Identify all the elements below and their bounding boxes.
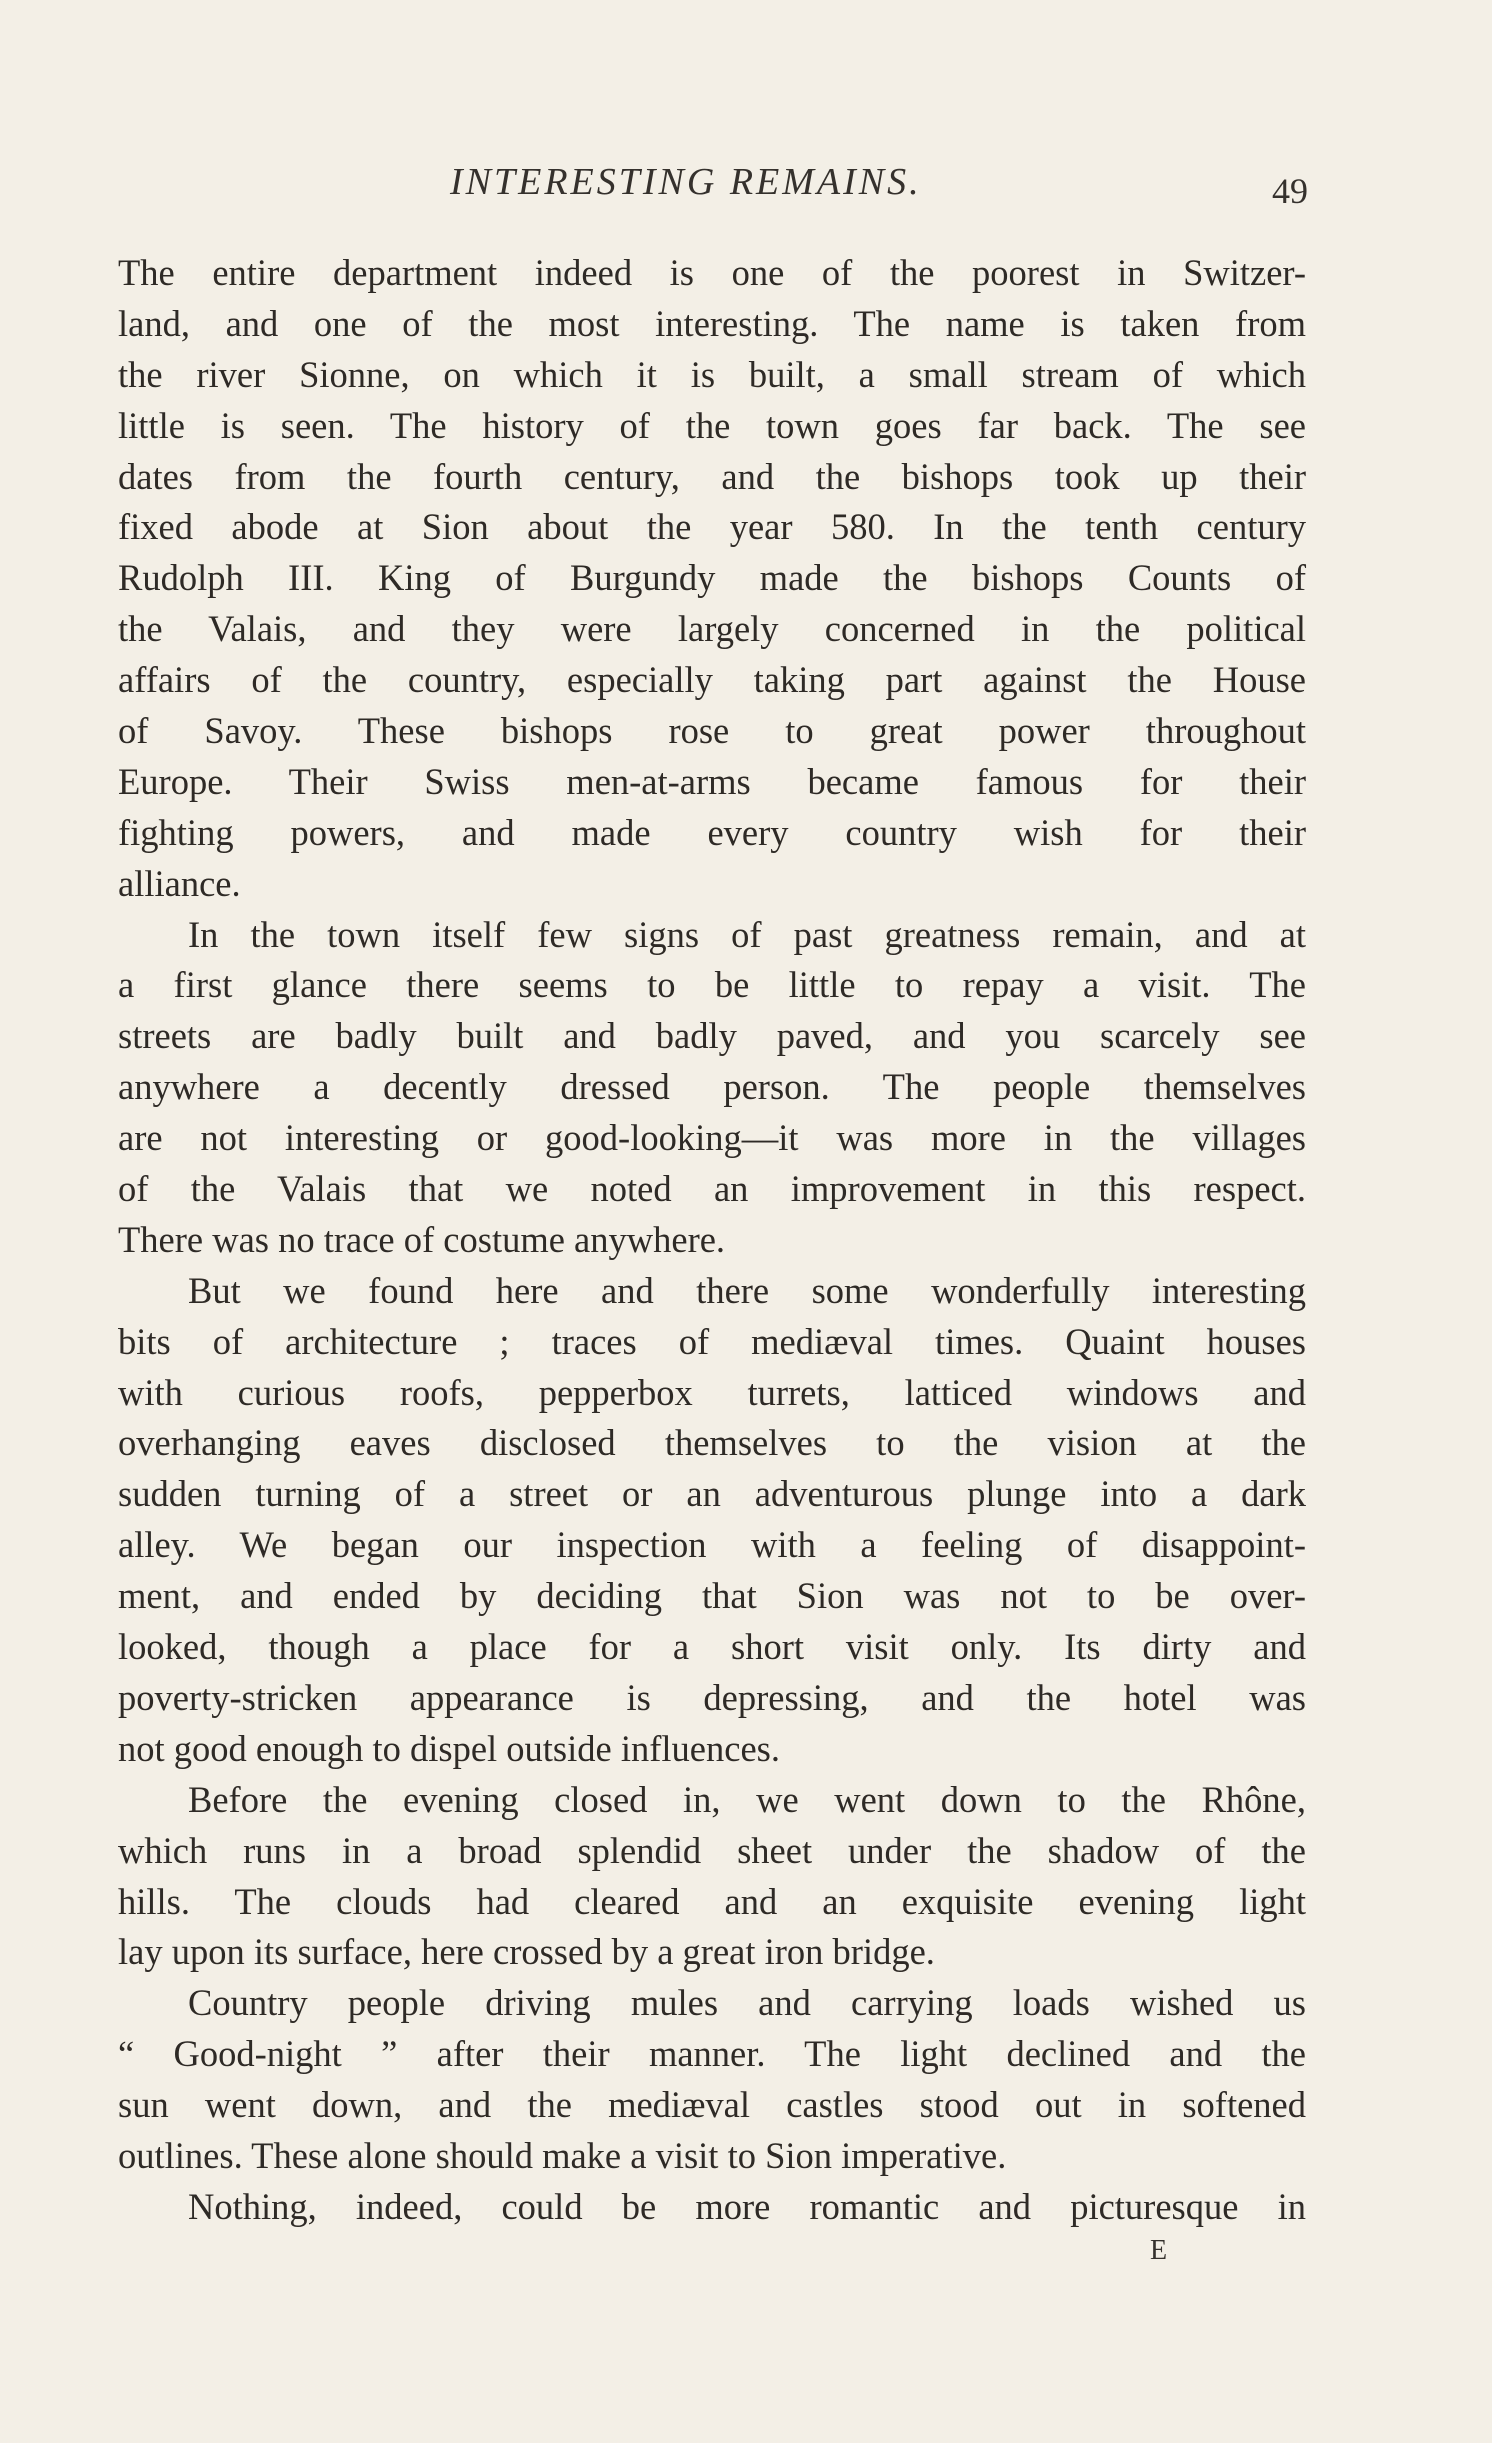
text-line: There was no trace of costume anywhere. [118, 1218, 726, 1260]
text-line: Before the evening closed in, we went down to the Rhône, [188, 1778, 1306, 1820]
text-line: fixed abode at Sion about the year 580. In the tenth century [118, 506, 1306, 548]
text-line: fighting powers, and made every country wish for their [118, 811, 1306, 853]
page-number: 49 [1272, 171, 1308, 211]
text-line: lay upon its surface, here crossed by a great iron bridge. [118, 1931, 935, 1973]
text-line: Europe. Their Swiss men-at-arms became famous for their [118, 760, 1306, 802]
text-line: overhanging eaves disclosed themselves to the vision at the [118, 1422, 1306, 1464]
text-line: “ Good-night ” after their manner. The light declined and the [118, 2033, 1306, 2075]
body-text [118, 248, 1306, 2233]
text-line: Country people driving mules and carrying loads wished us [188, 1982, 1306, 2024]
text-line: But we found here and there some wonderfully interesting [188, 1269, 1306, 1311]
text-line: alliance. [118, 862, 241, 904]
text-line: The entire department indeed is one of the poorest in Switzer- [118, 252, 1306, 293]
text-line: affairs of the country, especially taking part against the House [118, 659, 1306, 701]
text-line: are not interesting or good-looking—it was more in the villages [118, 1117, 1306, 1159]
text-line: poverty-stricken appearance is depressing, and the hotel was [118, 1676, 1306, 1718]
text-line: In the town itself few signs of past greatness remain, and at [188, 913, 1306, 955]
text-line: dates from the fourth century, and the bishops took up their [118, 455, 1306, 497]
text-line: anywhere a decently dressed person. The people themselves [118, 1066, 1306, 1108]
text-line: little is seen. The history of the town goes far back. The see [118, 404, 1306, 446]
text-line: with curious roofs, pepperbox turrets, latticed windows and [118, 1371, 1306, 1413]
text-line: a first glance there seems to be little to repay a visit. The [118, 964, 1306, 1006]
text-line: Nothing, indeed, could be more romantic and picturesque in [188, 2185, 1306, 2227]
text-line: land, and one of the most interesting. The name is taken from [118, 302, 1306, 344]
text-line: sun went down, and the mediæval castles stood out in softened [118, 2084, 1306, 2126]
text-line: which runs in a broad splendid sheet under the shadow of the [118, 1829, 1306, 1871]
signature-mark: E [1150, 2235, 1168, 2266]
running-head-title: INTERESTING REMAINS. [450, 161, 922, 203]
text-line: Rudolph III. King of Burgundy made the bishops Counts of [118, 557, 1306, 599]
text-line: sudden turning of a street or an adventurous plunge into a dark [118, 1473, 1306, 1515]
text-line: the Valais, and they were largely concerned in the political [118, 608, 1306, 650]
text-line: of the Valais that we noted an improvement in this respect. [118, 1168, 1306, 1210]
text-line: outlines. These alone should make a visit to Sion imperative. [118, 2134, 1007, 2176]
text-line: ment, and ended by deciding that Sion was not to be over- [118, 1575, 1306, 1617]
text-line: bits of architecture ; traces of mediæval times. Quaint houses [118, 1320, 1306, 1362]
text-line: hills. The clouds had cleared and an exquisite evening light [118, 1880, 1306, 1922]
text-line: the river Sionne, on which it is built, a small stream of which [118, 353, 1306, 395]
text-line: of Savoy. These bishops rose to great power throughout [118, 710, 1306, 752]
text-line: looked, though a place for a short visit only. Its dirty and [118, 1626, 1306, 1668]
text-line: alley. We began our inspection with a feeling of disappoint- [118, 1524, 1306, 1566]
text-line: not good enough to dispel outside influences. [118, 1727, 780, 1769]
text-line: streets are badly built and badly paved, and you scarcely see [118, 1015, 1306, 1057]
